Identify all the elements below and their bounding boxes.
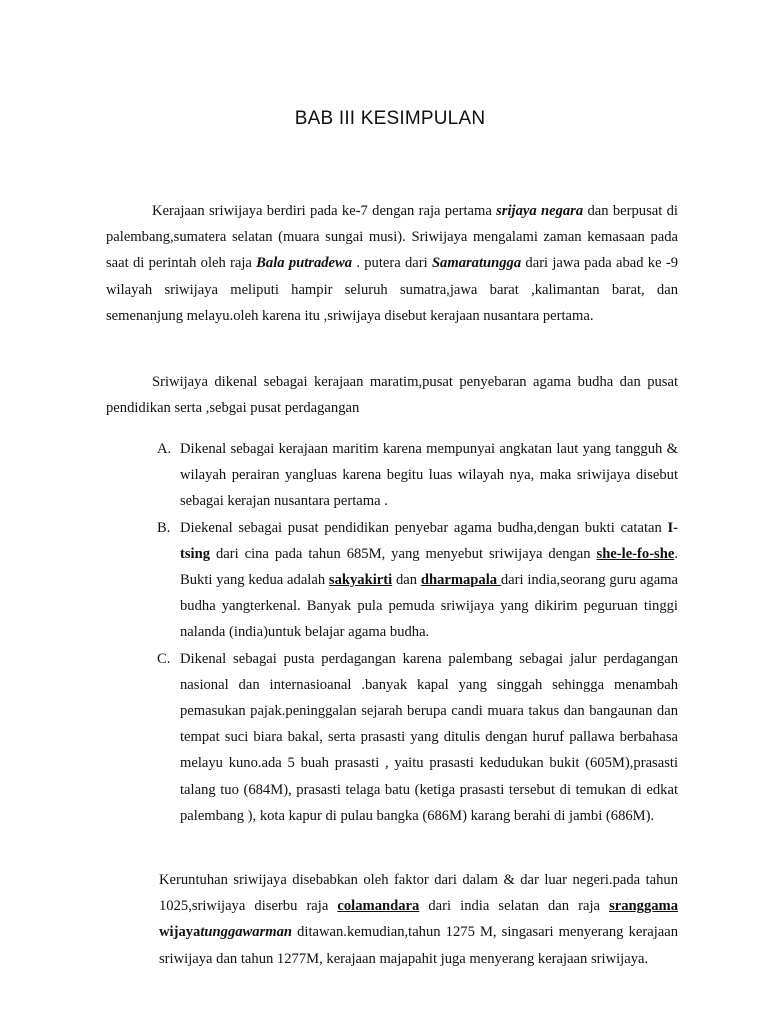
text-run: . Bukti yang kedua adalah [180,545,678,589]
list-known-as [157,436,678,829]
king-name: colamandara [337,898,420,915]
list-marker: C. [157,650,171,667]
text-run: Kerajaan sriwijaya berdiri pada ke-7 dengan raja pertama [152,203,497,219]
list-item-a [157,436,678,515]
source-name: I-tsing [180,519,678,562]
text-run: dari india,seorang guru agama budha yangterkenal. Banyak pula pemuda sriwijaya yang dikirim peguruan tinggi nalanda (india)untuk belajar agama budha. [180,572,678,641]
paragraph-downfall [159,867,678,972]
king-name: tunggawarman [200,924,293,941]
list-item-c [157,646,678,829]
king-name: Bala putradewa [256,255,353,272]
king-name: Samaratungga [431,255,522,272]
source-name: she-le-fo-she [596,545,675,562]
list-marker: B. [157,519,171,536]
text-run: . putera dari [352,255,432,272]
text-run: dari cina pada tahun 685M, yang menyebut sriwijaya dengan [210,545,597,562]
list-item-text: Dikenal sebagai pusta perdagangan karena palembang sebagai jalur perdagangan nasional dan internasioanal .banyak kapal yang singgah sehingga menambah pemasukan pajak.peninggalan sejarah berupa candi muara takus dan bangaunan dan tempat suci biara bakal, serta prasasti yang ditulis dengan huruf pallawa berbahasa melayu kuno.ada 5 buah prasasti , yaitu prasasti kedudukan bukit (605M),prasasti talang tuo (684M), prasasti telaga batu (ketiga prasasti tersebut di temukan di edkat palembang ), kota kapur di pulau bangka (686M) karang berahi di jambi (686M). [180,650,678,824]
text-run: dari jawa pada abad ke -9 wilayah sriwijaya meliputi hampir seluruh sumatra,jawa barat ,kalimantan barat, dan semenanjung melayu.oleh karena itu ,sriwijaya disebut kerajaan nusantara pertama. [106,255,679,324]
text-run: dan berpusat di palembang,sumatera selatan (muara sungai musi). Sriwijaya mengalami zaman kemasaan pada saat di perintah oleh raja [106,203,678,272]
king-name: sranggama [609,898,679,915]
text-run: ditawan.kemudian,tahun 1275 M, singasari menyerang kerajaan sriwijaya dan tahun 1277M, kerajaan majapahit juga menyerang kerajaan sriwijaya. [159,924,678,967]
scholar-name: sakyakirti [328,572,393,589]
paragraph-founding [106,198,678,329]
text-run: dari india selatan dan raja [419,898,610,915]
list-marker: A. [157,441,172,457]
text-run: dan [392,572,421,589]
text-run: Keruntuhan sriwijaya disebabkan oleh faktor dari dalam & dar luar negeri.pada tahun 1025,sriwijaya diserbu raja [159,872,678,915]
text-run: Diekenal sebagai pusat pendidikan penyebar agama budha,dengan bukti catatan [180,519,668,536]
king-name: srijaya negara [496,203,584,219]
chapter-title: BAB III KESIMPULAN [294,108,486,129]
paragraph-known-as: Sriwijaya dikenal sebagai kerajaan maratim,pusat penyebaran agama budha dan pusat pendidikan serta ,sebgai pusat perdagangan [106,374,678,417]
list-item-text: Dikenal sebagai kerajaan maritim karena mempunyai angkatan laut yang tangguh & wilayah perairan yangluas karena begitu luas wilayah nya, maka sriwijaya disebut sebagai kerajan nusantara pertama . [180,441,678,510]
king-name: wijaya [159,924,201,941]
scholar-name: dharmapala [420,572,501,589]
list-item-b [157,515,678,646]
